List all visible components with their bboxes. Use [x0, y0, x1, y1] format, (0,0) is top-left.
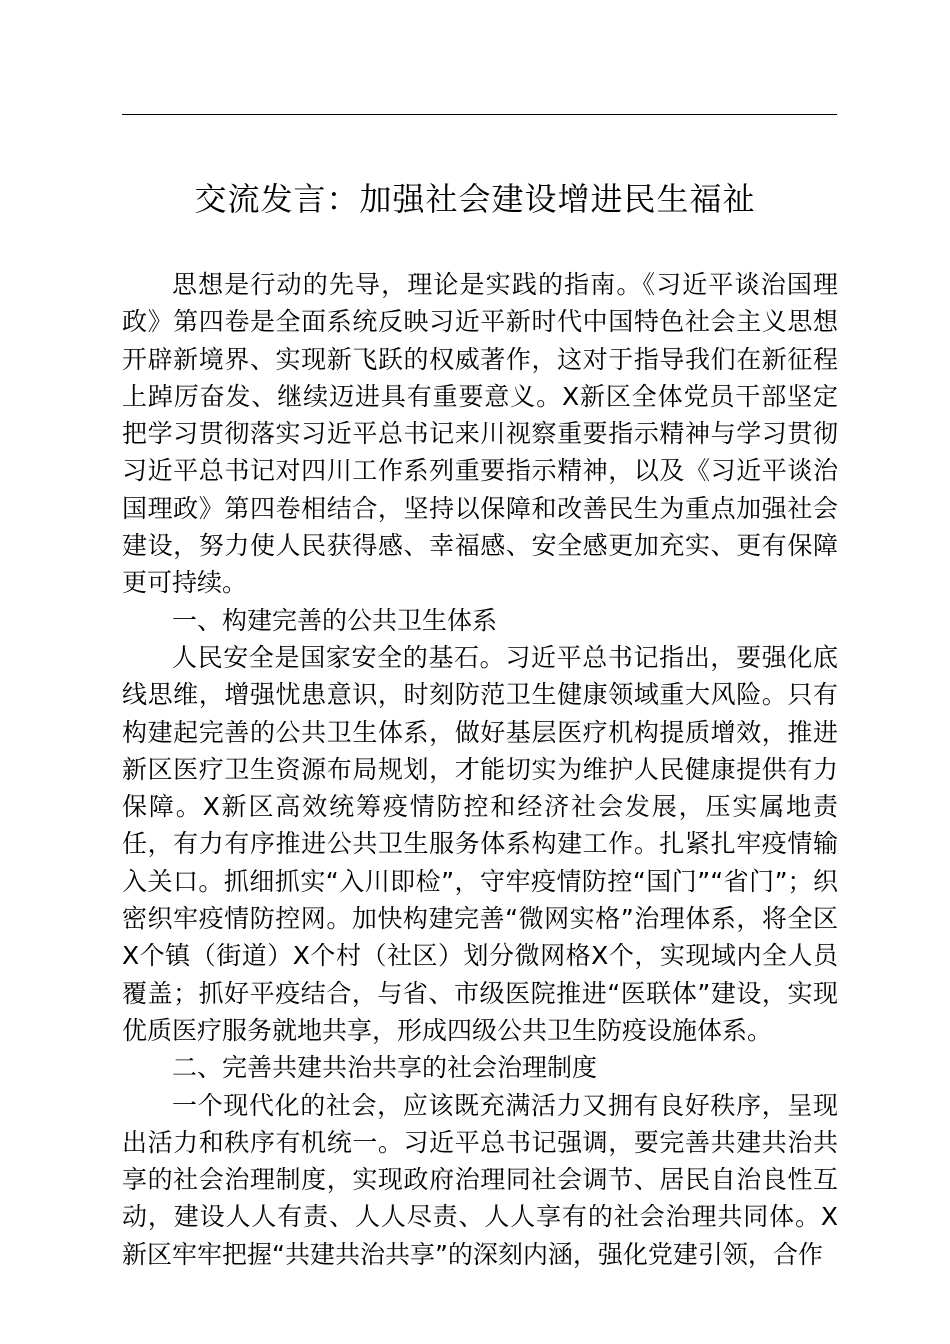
header-rule — [122, 114, 837, 115]
intro-paragraph: 思想是行动的先导，理论是实践的指南。《习近平谈治国理政》第四卷是全面系统反映习近平新时代中国特色社会主义思想开辟新境界、实现新飞跃的权威著作，这对于指导我们在新征程上踔厉奋发、继续迈进具有重要意义。X新区全体党员干部坚定把学习贯彻落实习近平总书记来川视察重要指示精神与学习贯彻习近平总书记对四川工作系列重要指示精神，以及《习近平谈治国理政》第四卷相结合，坚持以保障和改善民生为重点加强社会建设，努力使人民获得感、幸福感、安全感更加充实、更有保障更可持续。 — [122, 270, 838, 598]
section-heading-1: 一、构建完善的公共卫生体系 — [172, 605, 498, 635]
document-body — [122, 266, 838, 1273]
section-heading-2: 二、完善共建共治共享的社会治理制度 — [172, 1053, 598, 1083]
section-1-paragraph: 人民安全是国家安全的基石。习近平总书记指出，要强化底线思维，增强忧患意识，时刻防范卫生健康领域重大风险。只有构建起完善的公共卫生体系，做好基层医疗机构提质增效，推进新区医疗卫生资源布局规划，才能切实为维护人民健康提供有力保障。X新区高效统筹疫情防控和经济社会发展，压实属地责任，有力有序推进公共卫生服务体系构建工作。扎紧扎牢疫情输入关口。抓细抓实“入川即检”，守牢疫情防控“国门”“省门”；织密织牢疫情防控网。加快构建完善“微网实格”治理体系，将全区X个镇（街道）X个村（社区）划分微网格X个，实现域内全人员覆盖；抓好平疫结合，与省、市级医院推进“医联体”建设，实现优质医疗服务就地共享，形成四级公共卫生防疫设施体系。 — [122, 642, 838, 1045]
document-title: 交流发言：加强社会建设增进民生福祉 — [194, 180, 756, 218]
section-2-paragraph: 一个现代化的社会，应该既充满活力又拥有良好秩序，呈现出活力和秩序有机统一。习近平总书记强调，要完善共建共治共享的社会治理制度，实现政府治理同社会调节、居民自治良性互动，建设人人有责、人人尽责、人人享有的社会治理共同体。X新区牢牢把握“共建共治共享”的深刻内涵，强化党建引领，合作 — [122, 1090, 838, 1269]
